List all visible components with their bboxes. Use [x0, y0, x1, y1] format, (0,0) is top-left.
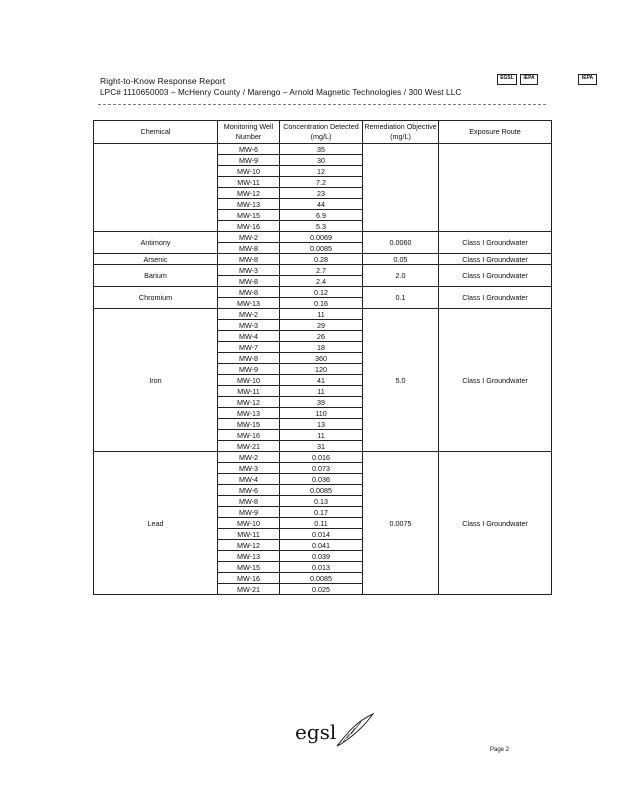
well-number-cell: MW-12: [218, 188, 280, 199]
objective-cell: [363, 144, 439, 232]
feather-icon: [335, 712, 375, 748]
concentration-cell: 0.039: [280, 551, 363, 562]
well-number-cell: MW-7: [218, 342, 280, 353]
concentration-cell: 0.0069: [280, 232, 363, 243]
well-number-cell: MW-13: [218, 199, 280, 210]
concentration-cell: 0.013: [280, 562, 363, 573]
concentration-cell: 11: [280, 309, 363, 320]
well-number-cell: MW-8: [218, 276, 280, 287]
exposure-route-cell: Class I Groundwater: [439, 452, 552, 595]
chemical-cell: Lead: [94, 452, 218, 595]
well-number-cell: MW-8: [218, 243, 280, 254]
well-number-cell: MW-13: [218, 298, 280, 309]
concentration-cell: 0.12: [280, 287, 363, 298]
concentration-cell: 120: [280, 364, 363, 375]
concentration-cell: 0.0085: [280, 243, 363, 254]
concentration-cell: 0.014: [280, 529, 363, 540]
egsl-logo-text: egsl: [295, 720, 337, 744]
table-row: [94, 265, 552, 276]
concentration-cell: 30: [280, 155, 363, 166]
concentration-cell: 0.073: [280, 463, 363, 474]
exposure-route-cell: Class I Groundwater: [439, 265, 552, 287]
chemical-cell: [94, 144, 218, 232]
concentration-cell: 0.016: [280, 452, 363, 463]
objective-cell: 0.05: [363, 254, 439, 265]
table-row: [94, 309, 552, 320]
well-number-cell: MW-11: [218, 386, 280, 397]
well-number-cell: MW-12: [218, 540, 280, 551]
concentration-cell: 0.13: [280, 496, 363, 507]
egsl-logo: [295, 712, 375, 752]
concentration-cell: 13: [280, 419, 363, 430]
exposure-route-cell: [439, 144, 552, 232]
well-number-cell: MW-2: [218, 309, 280, 320]
concentration-cell: 29: [280, 320, 363, 331]
exposure-route-cell: Class I Groundwater: [439, 309, 552, 452]
concentration-cell: 360: [280, 353, 363, 364]
table-row: [94, 254, 552, 265]
objective-cell: 2.0: [363, 265, 439, 287]
well-number-cell: MW-2: [218, 452, 280, 463]
table-row: [94, 232, 552, 243]
well-number-cell: MW-8: [218, 496, 280, 507]
concentration-cell: 0.0085: [280, 485, 363, 496]
concentration-cell: 31: [280, 441, 363, 452]
concentration-cell: 11: [280, 430, 363, 441]
concentration-cell: 11: [280, 386, 363, 397]
concentration-cell: 18: [280, 342, 363, 353]
concentration-cell: 44: [280, 199, 363, 210]
well-number-cell: MW-6: [218, 144, 280, 155]
exposure-route-cell: Class I Groundwater: [439, 254, 552, 265]
well-number-cell: MW-15: [218, 210, 280, 221]
concentration-cell: 5.3: [280, 221, 363, 232]
well-number-cell: MW-21: [218, 441, 280, 452]
objective-cell: 0.0060: [363, 232, 439, 254]
objective-cell: 0.1: [363, 287, 439, 309]
well-number-cell: MW-10: [218, 166, 280, 177]
well-number-cell: MW-15: [218, 562, 280, 573]
table-header-row: [94, 121, 552, 144]
concentration-cell: 7.2: [280, 177, 363, 188]
column-header: Remediation Objective (mg/L): [363, 121, 439, 144]
chemical-cell: Chromium: [94, 287, 218, 309]
header-line-2: LPC# 1110650003 – McHenry County / Marengo – Arnold Magnetic Technologies / 300 West LLC: [100, 88, 462, 97]
well-number-cell: MW-8: [218, 254, 280, 265]
concentration-cell: 23: [280, 188, 363, 199]
well-number-cell: MW-11: [218, 529, 280, 540]
column-header: Exposure Route: [439, 121, 552, 144]
header-line-1: Right-to-Know Response Report: [100, 76, 226, 86]
well-number-cell: MW-9: [218, 364, 280, 375]
concentration-cell: 26: [280, 331, 363, 342]
well-number-cell: MW-4: [218, 474, 280, 485]
column-header: Monitoring Well Number: [218, 121, 280, 144]
table-body: [94, 144, 552, 595]
well-number-cell: MW-8: [218, 353, 280, 364]
well-number-cell: MW-12: [218, 397, 280, 408]
header-rule: [98, 104, 546, 105]
concentration-cell: 6.9: [280, 210, 363, 221]
concentration-cell: 0.0085: [280, 573, 363, 584]
well-number-cell: MW-3: [218, 320, 280, 331]
well-number-cell: MW-4: [218, 331, 280, 342]
exposure-route-cell: Class I Groundwater: [439, 232, 552, 254]
well-number-cell: MW-2: [218, 232, 280, 243]
concentration-cell: 0.036: [280, 474, 363, 485]
well-number-cell: MW-16: [218, 221, 280, 232]
objective-cell: 0.0075: [363, 452, 439, 595]
chemical-cell: Arsenic: [94, 254, 218, 265]
column-header: Concentration Detected (mg/L): [280, 121, 363, 144]
concentration-cell: 0.28: [280, 254, 363, 265]
well-number-cell: MW-10: [218, 518, 280, 529]
well-number-cell: MW-15: [218, 419, 280, 430]
chemical-cell: Barium: [94, 265, 218, 287]
well-number-cell: MW-9: [218, 507, 280, 518]
concentration-cell: 0.041: [280, 540, 363, 551]
well-number-cell: MW-3: [218, 463, 280, 474]
column-header: Chemical: [94, 121, 218, 144]
well-number-cell: MW-16: [218, 573, 280, 584]
concentration-cell: 110: [280, 408, 363, 419]
concentration-cell: 0.025: [280, 584, 363, 595]
well-number-cell: MW-13: [218, 551, 280, 562]
well-number-cell: MW-16: [218, 430, 280, 441]
concentration-cell: 0.16: [280, 298, 363, 309]
concentration-cell: 41: [280, 375, 363, 386]
table-row: [94, 144, 552, 155]
table-row: [94, 287, 552, 298]
chemical-cell: Iron: [94, 309, 218, 452]
table-row: [94, 452, 552, 463]
page-number: Page 2: [490, 747, 510, 753]
concentration-cell: 0.11: [280, 518, 363, 529]
exceedance-table: [93, 120, 552, 595]
well-number-cell: MW-3: [218, 265, 280, 276]
objective-cell: 5.0: [363, 309, 439, 452]
concentration-cell: 0.17: [280, 507, 363, 518]
well-number-cell: MW-10: [218, 375, 280, 386]
concentration-cell: 39: [280, 397, 363, 408]
egsl-stamp-box: EGSL: [497, 74, 517, 85]
concentration-cell: 35: [280, 144, 363, 155]
exposure-route-cell: Class I Groundwater: [439, 287, 552, 309]
well-number-cell: MW-6: [218, 485, 280, 496]
chemical-cell: Antimony: [94, 232, 218, 254]
concentration-cell: 2.4: [280, 276, 363, 287]
concentration-cell: 2.7: [280, 265, 363, 276]
iepa-stamp-box-right: IEPA: [578, 74, 597, 85]
well-number-cell: MW-11: [218, 177, 280, 188]
concentration-cell: 12: [280, 166, 363, 177]
well-number-cell: MW-13: [218, 408, 280, 419]
iepa-stamp-box: IEPA: [520, 74, 538, 85]
well-number-cell: MW-9: [218, 155, 280, 166]
well-number-cell: MW-21: [218, 584, 280, 595]
well-number-cell: MW-8: [218, 287, 280, 298]
